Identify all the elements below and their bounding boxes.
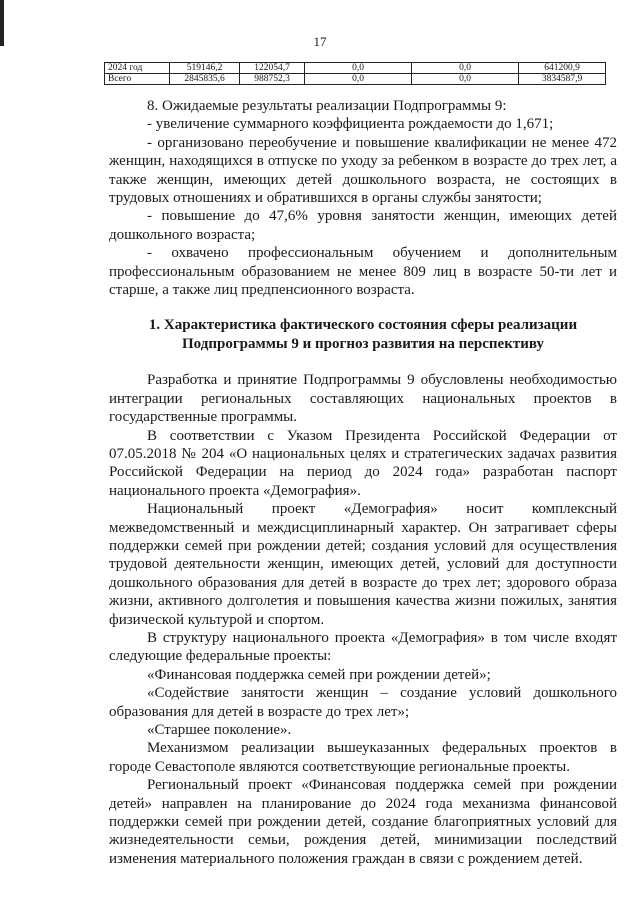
table-cell: 0,0 [305, 63, 412, 74]
table-row [105, 63, 606, 74]
funding-table [104, 62, 606, 85]
table-cell: 3834587,9 [519, 74, 606, 85]
table-cell: 641200,9 [519, 63, 606, 74]
table-cell: 2845835,6 [170, 74, 240, 85]
table-cell: 988752,3 [240, 74, 305, 85]
result-item: - увеличение суммарного коэффициента рождаемости до 1,671; [147, 116, 554, 133]
table-cell: 0,0 [412, 63, 519, 74]
table-row [105, 74, 606, 85]
table-cell: Всего [105, 74, 170, 85]
paragraph: Национальный проект «Демография» носит комплексный межведомственный и междисциплинарный характер. Он затрагивает сферы поддержки семей при рождении детей; создания условий для осуществления трудовой деятельности женщин, имеющих детей, условий для доступности дошкольного образования для детей в возрасте до трех лет; здорового образа жизни, активного долголетия и повышения качества жизни пожилых, занятия физической культурой и спортом. [109, 501, 617, 628]
paragraph: Разработка и принятие Подпрограммы 9 обусловлены необходимостью интеграции региональных составляющих национальных проектов в государственные программы. [109, 372, 617, 426]
page-number: 17 [313, 34, 327, 49]
paragraph: Механизмом реализации вышеуказанных федеральных проектов в городе Севастополе являются соответствующие региональные проекты. [109, 740, 617, 775]
results-title: 8. Ожидаемые результаты реализации Подпрограммы 9: [147, 98, 507, 114]
table-cell: 122054,7 [240, 63, 305, 74]
result-item: - повышение до 47,6% уровня занятости женщин, имеющих детей дошкольного возраста; [109, 208, 617, 243]
document-body [109, 97, 617, 868]
paragraph: В соответствии с Указом Президента Российской Федерации от 07.05.2018 № 204 «О национальных целях и стратегических задачах развития Российской Федерации на период до 2024 года» разработан паспорт национального проекта «Демография». [109, 427, 617, 499]
result-item: - организовано переобучение и повышение квалификации не менее 472 женщин, находящихся в отпуске по уходу за ребенком в возрасте до трех лет, а также женщин, имеющих детей дошкольного возраста, не состоящих в трудовых отношениях и обратившихся в органы службы занятости; [109, 134, 617, 207]
paragraph: «Содействие занятости женщин – создание условий дошкольного образования для детей в возрасте до трех лет»; [109, 685, 617, 720]
table-cell: 519146,2 [170, 63, 240, 74]
paragraph: В структуру национального проекта «Демография» в том числе входят следующие федеральные проекты: [109, 629, 617, 665]
section-heading: 1. Характеристика фактического состояния сферы реализации Подпрограммы 9 и прогноз развития на перспективу [148, 317, 578, 352]
paragraph: Региональный проект «Финансовая поддержка семей при рождении детей» направлен на планирование до 2024 года механизма финансовой поддержки семей при рождении детей, создание благоприятных условий для жизнедеятельности семьи, рождения детей, минимизации последствий изменения материального положения граждан в связи с рождением детей. [109, 777, 617, 867]
paragraph: «Старшее поколение». [147, 722, 292, 738]
result-item: - охвачено профессиональным обучением и дополнительным профессиональным образованием не менее 809 лиц в возрасте 50-ти лет и старше, а также лиц предпенсионного возраста. [109, 245, 617, 299]
table-cell: 0,0 [305, 74, 412, 85]
table-cell: 0,0 [412, 74, 519, 85]
table-cell: 2024 год [105, 63, 170, 74]
paragraph: «Финансовая поддержка семей при рождении детей»; [147, 666, 491, 683]
